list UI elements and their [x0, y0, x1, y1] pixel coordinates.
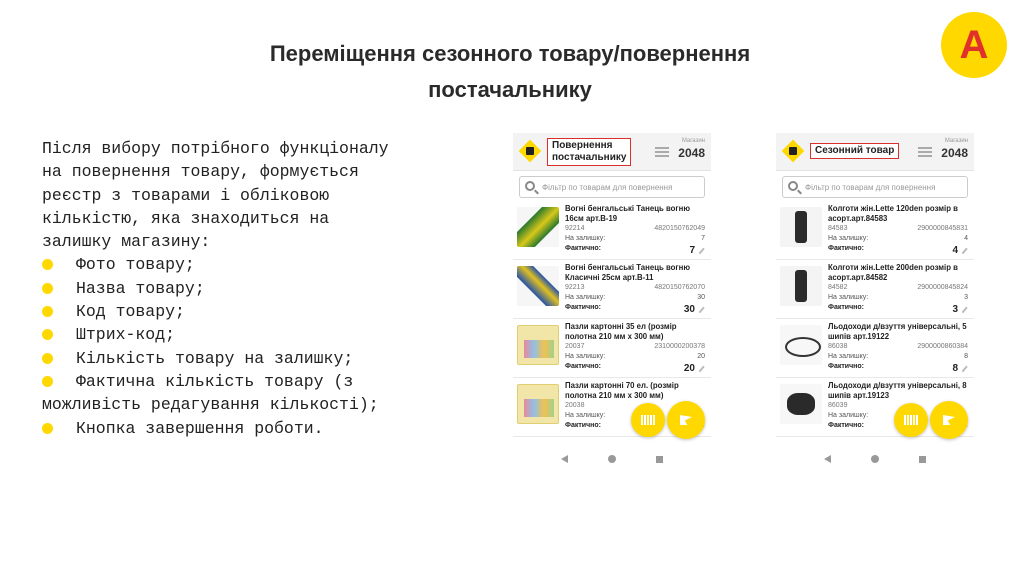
bullet-dot-icon: [42, 329, 53, 340]
balance-label: На залишку:: [565, 412, 606, 419]
finish-button[interactable]: [930, 401, 968, 439]
search-icon: [525, 181, 535, 191]
android-nav-bar: [776, 451, 974, 467]
balance-row: [565, 294, 705, 301]
barcode-icon: [904, 415, 918, 425]
bullet-text: Кількість товару на залишку;: [76, 348, 354, 368]
slide-title-line1: Переміщення сезонного товару/повернення: [269, 41, 751, 66]
actual-label: Фактично:: [828, 245, 865, 252]
balance-value: 7: [701, 235, 705, 242]
product-barcode: 2310000200378: [654, 343, 705, 350]
product-code: 84583: [828, 225, 848, 232]
product-codes: [828, 343, 968, 350]
screen-title-line1: Сезонний товар: [815, 145, 895, 156]
actual-label: Фактично:: [565, 245, 602, 252]
product-photo: [780, 266, 822, 306]
store-number: 2048: [678, 146, 705, 160]
product-name: Колготи жін.Lette 200den розмір в асорт.арт.84582: [828, 263, 958, 282]
bullet-item: [42, 277, 482, 300]
store-info: [941, 138, 968, 162]
bullet-item: [42, 417, 482, 440]
search-placeholder: Фільтр по товарам для повернення: [542, 183, 673, 192]
product-codes: [565, 284, 705, 291]
brand-logo-letter: A: [959, 23, 989, 67]
product-barcode: 2900000860384: [917, 343, 968, 350]
back-icon[interactable]: [824, 455, 831, 463]
actual-quantity[interactable]: 4: [952, 245, 958, 256]
product-codes: [565, 343, 705, 350]
description-line: кількістю, яка знаходиться на: [42, 208, 330, 228]
slide-title: [150, 36, 870, 108]
product-photo: [517, 384, 559, 424]
app-logo-icon: [519, 140, 541, 162]
balance-row: [828, 353, 968, 360]
flag-icon: [943, 415, 955, 425]
product-photo: [517, 325, 559, 365]
balance-label: На залишку:: [828, 294, 869, 301]
home-icon[interactable]: [871, 455, 879, 463]
actual-row[interactable]: [828, 363, 968, 374]
balance-label: На залишку:: [828, 412, 869, 419]
product-code: 86038: [828, 343, 848, 350]
edit-pencil-icon[interactable]: [699, 307, 705, 313]
product-name: Вогні бенгальські Танець вогню 16см арт.В-19: [565, 204, 691, 223]
actual-label: Фактично:: [565, 363, 602, 370]
app-header: [776, 133, 974, 171]
finish-button[interactable]: [667, 401, 705, 439]
product-code: 20037: [565, 343, 585, 350]
product-code: 86039: [828, 402, 848, 409]
search-input[interactable]: [519, 176, 705, 198]
search-icon: [788, 181, 798, 191]
actual-label: Фактично:: [828, 363, 865, 370]
product-row[interactable]: [513, 260, 711, 319]
search-input[interactable]: [782, 176, 968, 198]
store-info: [678, 138, 705, 162]
edit-pencil-icon[interactable]: [962, 366, 968, 372]
product-code: 92213: [565, 284, 585, 291]
product-codes: [565, 225, 705, 232]
product-name: Льодоходи д/взуття універсальні, 8 шипів арт.19123: [828, 381, 967, 400]
product-row[interactable]: [776, 319, 974, 378]
balance-value: 30: [697, 294, 705, 301]
actual-quantity[interactable]: 8: [952, 363, 958, 374]
scan-barcode-button[interactable]: [631, 403, 665, 437]
screen-title-line1: Повернення: [552, 140, 613, 151]
bullet-continuation: можливість редагування кількості);: [42, 395, 379, 415]
screen-title: [810, 143, 899, 159]
scan-barcode-button[interactable]: [894, 403, 928, 437]
bullet-item: [42, 300, 482, 323]
bullet-dot-icon: [42, 259, 53, 270]
bullet-dot-icon: [42, 283, 53, 294]
bullet-text: Код товару;: [76, 302, 185, 322]
product-name: Пазли картонні 70 ел. (розмір полотна 210 мм х 300 мм): [565, 381, 679, 400]
barcode-icon: [641, 415, 655, 425]
phone-screenshot-seasonal: [776, 133, 974, 473]
home-icon[interactable]: [608, 455, 616, 463]
product-code: 92214: [565, 225, 585, 232]
description-line: залишку магазину:: [42, 232, 211, 252]
description-line: на повернення товару, формується: [42, 162, 359, 182]
edit-pencil-icon[interactable]: [962, 248, 968, 254]
actual-quantity[interactable]: 3: [952, 304, 958, 315]
bullet-dot-icon: [42, 423, 53, 434]
product-code: 20038: [565, 402, 585, 409]
bullet-text: Фото товару;: [76, 255, 195, 275]
actual-label: Фактично:: [565, 304, 602, 311]
screen-title: [547, 138, 631, 166]
recent-apps-icon[interactable]: [919, 456, 926, 463]
edit-pencil-icon[interactable]: [962, 307, 968, 313]
product-code: 84582: [828, 284, 848, 291]
screen-title-line2: постачальнику: [552, 152, 627, 163]
app-logo-icon: [782, 140, 804, 162]
bullet-text: Кнопка завершення роботи.: [76, 418, 324, 438]
flag-icon: [680, 415, 692, 425]
slide-title-line2: постачальнику: [428, 77, 592, 102]
app-header: [513, 133, 711, 171]
phone-screenshot-return: [513, 133, 711, 473]
store-number: 2048: [941, 146, 968, 160]
balance-label: На залишку:: [828, 353, 869, 360]
product-barcode: 4820150762070: [654, 284, 705, 291]
product-photo: [780, 325, 822, 365]
actual-label: Фактично:: [828, 304, 865, 311]
description-line: Після вибору потрібного функціоналу: [42, 139, 389, 158]
bullet-item: [42, 370, 482, 393]
actual-row[interactable]: [565, 245, 705, 256]
bullet-text: Штрих-код;: [76, 325, 176, 345]
bullet-dot-icon: [42, 353, 53, 364]
search-placeholder: Фільтр по товарам для повернення: [805, 183, 936, 192]
actual-label: Фактично:: [565, 422, 602, 429]
product-barcode: 4820150762049: [654, 225, 705, 232]
edit-pencil-icon[interactable]: [699, 366, 705, 372]
bullet-item: [42, 253, 482, 276]
product-row[interactable]: [513, 319, 711, 378]
product-photo: [780, 207, 822, 247]
balance-row: [828, 235, 968, 242]
product-photo: [517, 266, 559, 306]
actual-quantity[interactable]: 30: [683, 304, 695, 315]
product-photo: [517, 207, 559, 247]
balance-value: 4: [964, 235, 968, 242]
actual-quantity[interactable]: 7: [689, 245, 695, 256]
balance-label: На залишку:: [565, 353, 606, 360]
balance-value: 20: [697, 353, 705, 360]
edit-pencil-icon[interactable]: [699, 248, 705, 254]
actual-row[interactable]: [828, 245, 968, 256]
menu-icon[interactable]: [655, 147, 669, 159]
bullet-item: [42, 323, 482, 346]
bullet-item: [42, 347, 482, 370]
back-icon[interactable]: [561, 455, 568, 463]
actual-row[interactable]: [565, 304, 705, 315]
product-barcode: 2900000845824: [917, 284, 968, 291]
balance-row: [565, 235, 705, 242]
product-codes: [828, 225, 968, 232]
description-text: [42, 137, 482, 440]
product-name: Пазли картонні 35 ел (розмір полотна 210 мм х 300 мм): [565, 322, 677, 341]
balance-label: На залишку:: [565, 235, 606, 242]
android-nav-bar: [513, 451, 711, 467]
product-photo: [780, 384, 822, 424]
bullet-text: Фактична кількість товару (з: [76, 371, 354, 391]
product-row[interactable]: [776, 201, 974, 260]
product-name: Льодоходи д/взуття універсальні, 5 шипів арт.19122: [828, 322, 967, 341]
product-codes: [828, 284, 968, 291]
description-line: реєстр з товарами і обліковою: [42, 185, 330, 205]
balance-row: [828, 294, 968, 301]
balance-value: 8: [964, 353, 968, 360]
product-row[interactable]: [513, 201, 711, 260]
actual-row[interactable]: [828, 304, 968, 315]
balance-label: На залишку:: [828, 235, 869, 242]
product-name: Колготи жін.Lette 120den розмір в асорт.арт.84583: [828, 204, 958, 223]
balance-value: 3: [964, 294, 968, 301]
actual-row[interactable]: [565, 363, 705, 374]
product-row[interactable]: [776, 260, 974, 319]
product-name: Вогні бенгальські Танець вогню Класичні 25см арт.В-11: [565, 263, 691, 282]
balance-label: На залишку:: [565, 294, 606, 301]
bullet-dot-icon: [42, 306, 53, 317]
store-label: Магазин: [681, 138, 705, 144]
product-barcode: 2900000845831: [917, 225, 968, 232]
actual-quantity[interactable]: 20: [683, 363, 695, 374]
balance-row: [565, 353, 705, 360]
actual-label: Фактично:: [828, 422, 865, 429]
brand-logo: [941, 12, 1007, 78]
bullet-text: Назва товару;: [76, 278, 205, 298]
menu-icon[interactable]: [918, 147, 932, 159]
store-label: Магазин: [944, 138, 968, 144]
bullet-dot-icon: [42, 376, 53, 387]
recent-apps-icon[interactable]: [656, 456, 663, 463]
